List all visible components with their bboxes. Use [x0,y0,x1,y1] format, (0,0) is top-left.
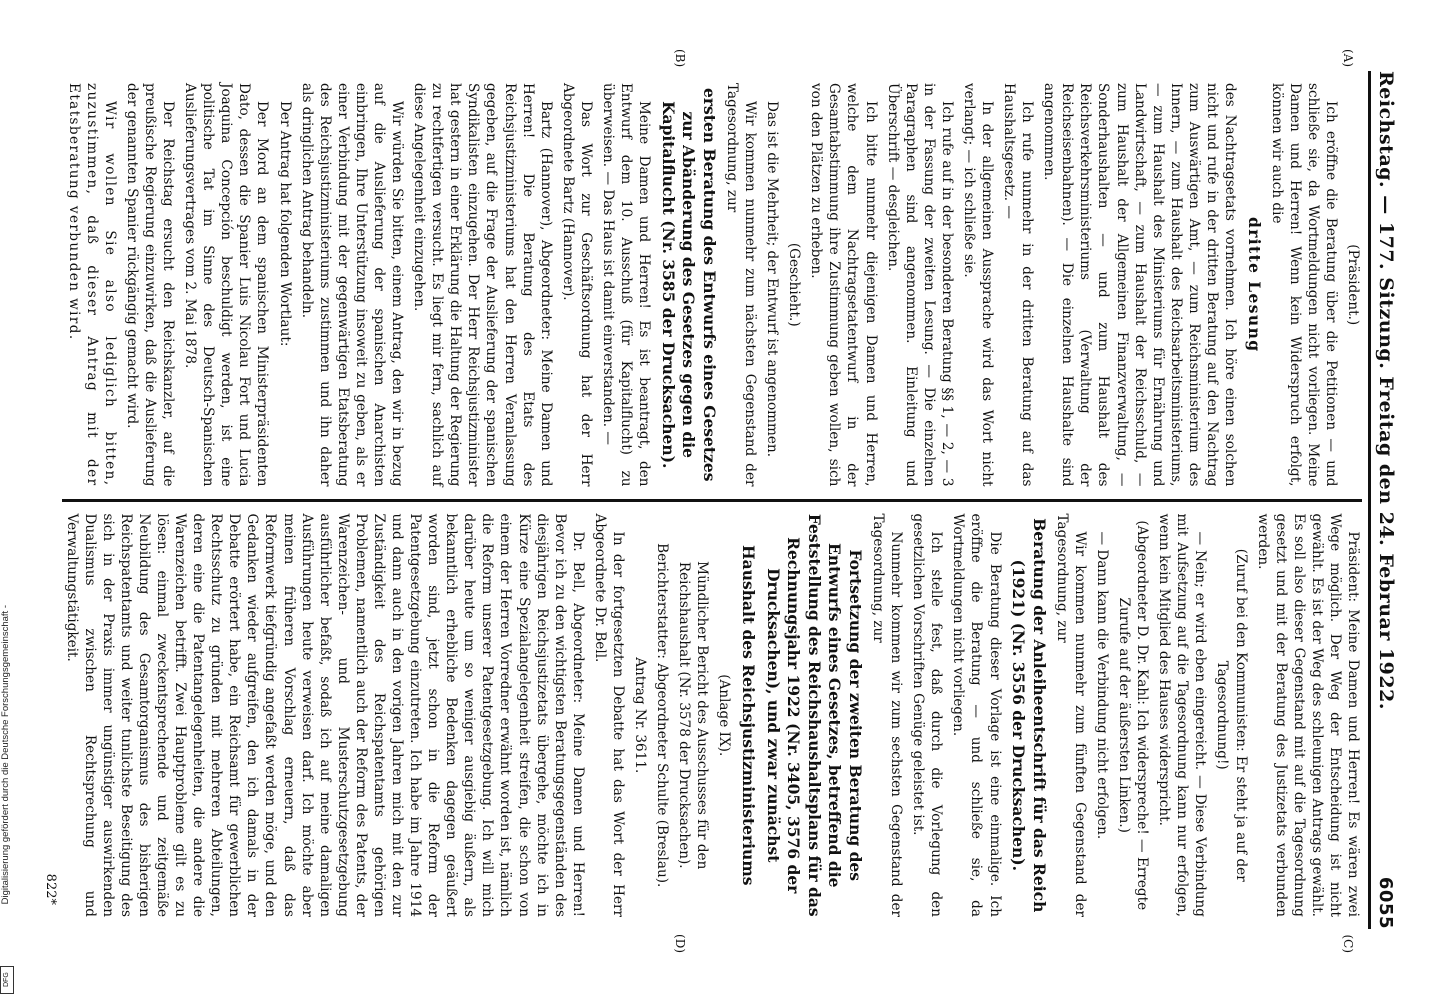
stage-note: (Zuruf bei den Kommunisten: Er steht ja auf der Tagesordnung!) [1214,548,1249,882]
speaker-note: (Präsident.) [1345,244,1361,326]
signature-mark: 822* [43,873,58,905]
paragraph: Ich rufe auf in der besonderen Beratung §§ 1, — 2, — 3 in der Fassung der zweiten Lesung. — Die einzelnen Paragraphen sind angenommen. Einleitung und Überschrift — desgleichen. [884,83,955,487]
quoted-motion: Der Reichstag ersucht den Reichskanzler, auf die preußische Regierung einzuwirken, daß die Auslieferung der genannten Spanier rückgängig gemacht wird. [123,83,177,487]
digitization-credit-text: Digitalisierung gefördert durch die Deutsche Forschungsgemeinschaft - [0,605,11,905]
margin-letter-a: (A) [1341,49,1355,68]
paragraph: Ich rufe nunmehr in der dritten Beratung auf das Haushaltsgesetz. — [1001,83,1036,487]
stage-note: (Geschieht.) [786,242,803,327]
report-note: Mündlicher Bericht des Ausschusses für den Reichshaushalt (Nr. 3578 der Drucksachen). [676,561,711,870]
paragraph: Das Wort zur Geschäftsordnung hat der Herr Abgeordnete Bartz (Hannover). [559,83,594,487]
paragraph: Die Beratung dieser Vorlage ist eine einmalige. Ich eröffne die Beratung — und schließe sie, da Wortmeldungen nicht vorliegen. [950,513,1003,917]
document-page [27,45,1407,955]
paragraph: Wir würden Sie bitten, einem Antrag, den wir in bezug auf die Auslieferung der spanischen Anarchisten einbringen, Ihre Unterstützung insoweit zu geben, als er einer Verbindung mit der gegenwärtigen Etatsberatung des Reichsjustizministeriums zustimmen und ihn daher als dringlichen Antrag behandeln. [298,83,406,487]
page-number: 6055 [1375,876,1396,929]
margin-letter-b: (B) [673,49,687,68]
paragraph: Wir kommen nunmehr zum fünften Gegenstand der Tagesordnung, zur [1053,513,1088,917]
margin-letter-c: (C) [1341,934,1355,953]
paragraph: Nunmehr kommen wir zum sechsten Gegenstand der Tagesordnung, zur [870,513,905,917]
margin-letter-d: (D) [673,934,687,953]
annex-note: (Anlage IX). [716,674,733,757]
paragraph: Wir wollen Sie also lediglich bitten, zuzustimmen, daß dieser Antrag mit der Etatsberatung verbunden wird. [65,83,118,487]
paragraph: — Dann kann die Verbindung nicht erfolgen. [1093,531,1110,840]
paragraph: In der allgemeinen Aussprache wird das Wort nicht verlangt; — ich schließe sie. [960,83,995,487]
paragraph: Ich eröffne die Beratung über die Petitionen — und schließe sie, da Wortmeldungen nicht vorliegen. Meine Damen und Herren! Wenn kein Widerspruch erfolgt, können wir auch die [1268,83,1339,487]
paragraph: Das ist die Mehrheit; der Entwurf ist angenommen. [764,101,781,458]
section-heading: dritte Lesung [1244,216,1264,353]
paragraph: Wir kommen nunmehr zum nächsten Gegenstand der Tagesordnung, zur [723,83,759,487]
section-heading: ersten Beratung des Entwurfs eines Gesetzes zur Abänderung des Gesetzes gegen die Kapitalflucht (Nr. 3585 der Drucksachen). [658,88,719,482]
dfg-logo: DFG [0,966,14,994]
paragraph: Dr. Bell, Abgeordneter: Meine Damen und Herren! Bevor ich zu den wichtigsten Beratungsgegenständen des diesjährigen Reichsjustizetats übergehe, möchte ich in Kürze eine Spezialangelegenheit streifen, die schon von einem der Herren Vorredner erwähnt worden ist, nämlich die Reform unserer Patentgesetzgebung. Ich will mich darüber heute um so weniger ausgiebig äußern, als bekanntlich erhebliche Bedenken dagegen geäußert worden sind, jetzt schon in die Reform der Patentgesetzgebung einzutreten. Ich habe im Jahre 1914 und dann auch in den vorigen Jahren mich mit den zur Zuständigkeit des Reichspatentamts gehörigen Problemen, namentlich auch der Reform des Patents, der Warenzeichen- und Musterschutzgesetzgebung ausführlicher befaßt, sodaß ich auf meine damaligen Ausführungen heute verweisen darf. Ich möchte aber meinen früheren Vorschlag erneuern, daß das Reformwerk tiefgründig angefaßt werden möge, und den Gedanken wieder aufgreifen, den ich damals in der Debatte erörtert habe, ein Reichsamt für gewerblichen Rechtsschutz zu gründen mit mehreren Abteilungen, deren eine die Patentangelegenheiten, die andere die Warenzeichen betrifft. Zwei Hauptprobleme gilt es zu lösen: einmal zweckentsprechende und zeitgemäße Neubildung des Gesamtorganismus des bisherigen Reichspatentamts und weiter tunlichste Beseitigung des sich in der Praxis immer ungünstiger auswirkenden Dualismus zwischen Rechtsprechung und Verwaltungstätigkeit. [63,513,586,917]
paragraph: Der Antrag hat folgenden Wortlaut: [276,101,293,347]
text-columns [62,71,1362,929]
stage-note: (Abgeordneter D. Dr. Kahl: Ich widerspreche! — Erregte Zurufe auf der äußersten Linken.) [1116,520,1151,911]
paragraph: — Nein; er wird eben eingereicht. — Diese Verbindung mit Aufsetzung auf die Tagesordnung kann nur erfolgen, wenn kein Mitglied des Hauses widerspricht. [1156,513,1209,917]
page-header [1368,71,1397,929]
digitization-credit [0,605,14,995]
paragraph: Ich bitte nunmehr diejenigen Damen und Herren, welche dem Nachtragsetatentwurf in der Gesamtabstimmung ihre Zustimmung geben wollen, sich von den Plätzen zu erheben. [808,83,879,487]
section-heading: Fortsetzung der zweiten Beratung des Entwurfs eines Gesetzes, betreffend die Feststellung des Reichshaushaltsplans für das Rechnungsjahr 1922 (Nr. 3405, 3576 der Drucksachen), und zwar zunächst [763,513,865,917]
paragraph: Meine Damen und Herren! Es ist beantragt, den Entwurf dem 10. Ausschuß (für Kapitalflucht) zu überweisen. — Das Haus ist damit einverstanden. — [599,83,653,487]
motion-note: Antrag Nr. 3611. [632,657,649,774]
rapporteur-note: Berichterstatter: Abgeordneter Schulte (Breslau). [654,543,671,888]
paragraph: Ich stelle fest, daß durch die Vorlegung den gesetzlichen Vorschriften Genüge geleistet ist. [910,513,945,917]
paragraph: des Nachtragsetats vornehmen. Ich höre einen solchen nicht und rufe in der dritten Beratung auf den Nachtrag zum Auswärtigen Amt, — zum Reichsministerium des Innern, — zum Haushalt des Reichsarbeitsministeriums, — zum Haushalt des Ministeriums für Ernährung und Landwirtschaft, — zum Haushalt der Reichsschuld, — zum Haushalt der Allgemeinen Finanzverwaltung, — Sonderhaushalten — und zum Haushalt des Reichsverkehrsministeriums (Verwaltung der Reichseisenbahnen). — Die einzelnen Haushalte sind angenommen. [1041,83,1238,487]
right-column [62,502,1362,930]
quoted-motion: Der Mord an dem spanischen Ministerpräsidenten Dato, dessen die Spanier Luis Nicolau Fort und Lucia Joaquina Concepción beschuldigt werden, ist eine politische Tat im Sinne des Deutsch-Spanischen Auslieferungsvertrages vom 2. Mai 1878. [182,83,271,487]
paragraph: In der fortgesetzten Debatte hat das Wort der Herr Abgeordnete Dr. Bell. [591,513,626,917]
left-column [62,71,1362,499]
page-header-title: Reichstag. — 177. Sitzung. Freitag den 24. Februar 1922. [1375,71,1397,710]
section-heading: Beratung der Anleiheentschrift für das Reich (1921) (Nr. 3556 der Drucksachen). [1009,518,1049,913]
section-heading: Haushalt des Reichsjustizministeriums [738,545,758,886]
paragraph: Präsident: Meine Damen und Herren! Es wären zwei Wege möglich. Der Weg der Entscheidung ist nicht gewählt. Es ist der Weg des schleunigen Antrags gewählt. Es soll also dieser Gegenstand mit auf die Tagesordnung gesetzt und mit der Beratung des Justizetats verbunden werden. [1254,513,1361,917]
paragraph: Bartz (Hannover), Abgeordneter: Meine Damen und Herren! Die Beratung des Etats des Reichsjustizministeriums hat den Herren Veranlassung gegeben, auf die Frage der Auslieferung der spanischen Syndikalisten einzugehen. Der Herr Reichsjustizminister hat gestern in einer Erklärung die Haltung der Regierung zu rechtfertigen versucht. Es liegt mir fern, sachlich auf diese Angelegenheit einzugehen. [411,83,554,487]
